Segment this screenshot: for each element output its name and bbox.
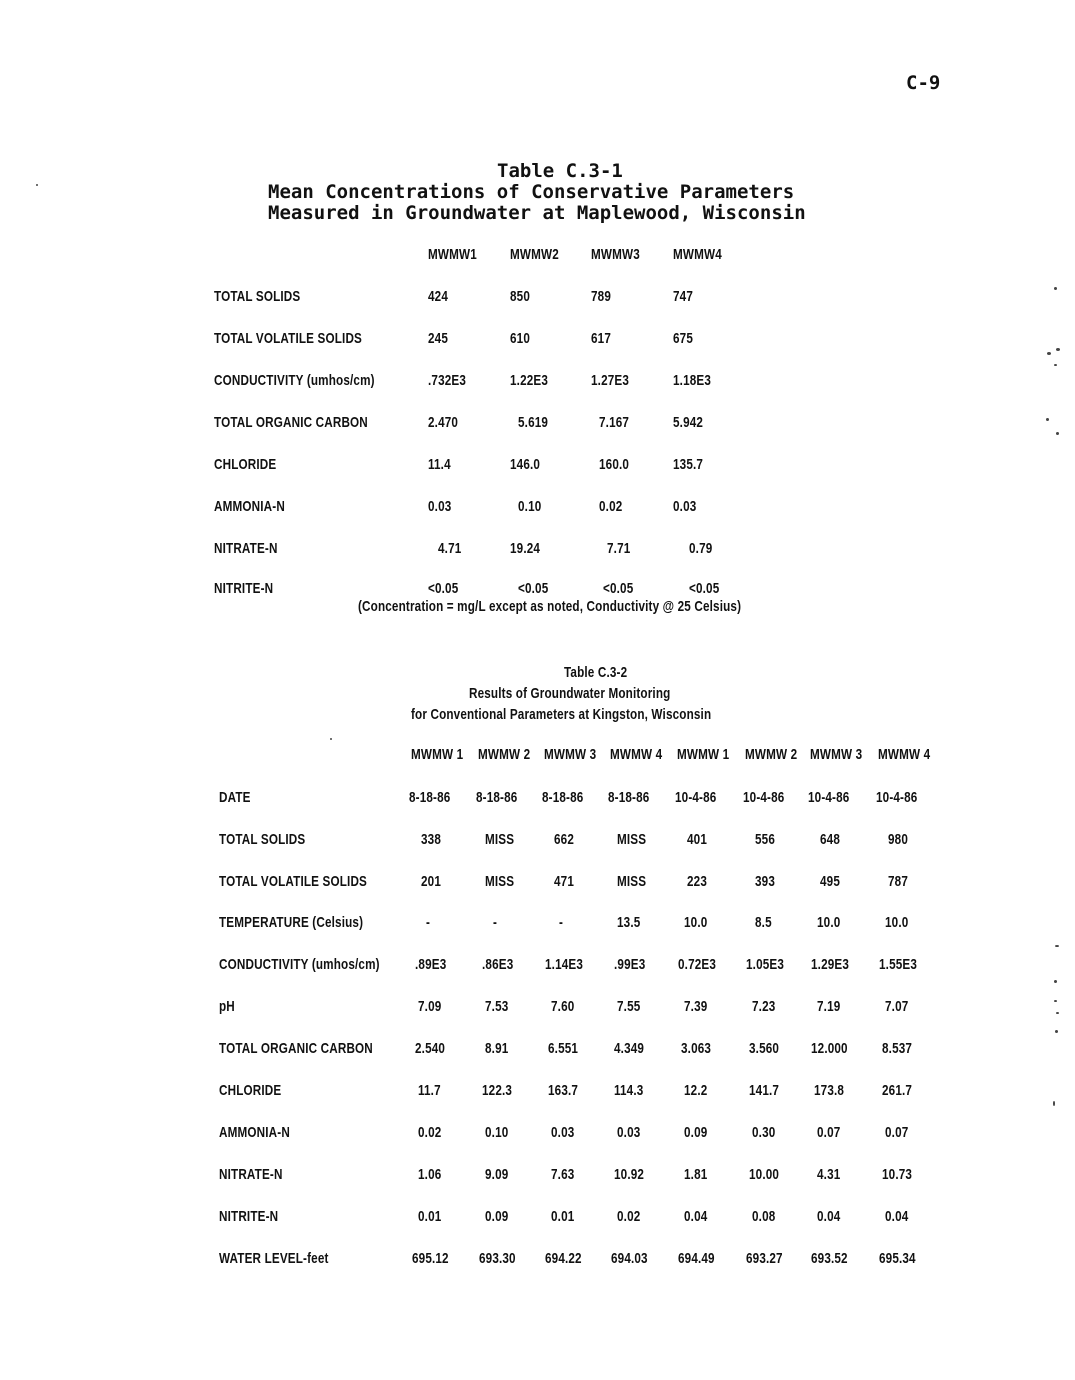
table2-column-header: MWMW 1 [677,746,730,763]
table1-cell: 1.22E3 [510,372,549,389]
table2-cell: .89E3 [415,956,447,973]
table2-cell: 0.09 [485,1208,509,1225]
table2-cell: 0.02 [617,1208,641,1225]
table2-cell: 8.5 [755,914,772,931]
table1-subtitle-1: Mean Concentrations of Conservative Parameters [268,181,795,203]
table2-cell: - [559,914,564,931]
table2-title: Table C.3-2 [564,664,628,681]
table2-cell: 1.29E3 [811,956,850,973]
table2-cell: 201 [421,873,441,890]
table1-row-label: CONDUCTIVITY (umhos/cm) [214,372,375,389]
table2-cell: 163.7 [548,1082,579,1099]
table2-cell: 3.063 [681,1040,712,1057]
table1-cell: 2.470 [428,414,459,431]
table2-cell: 0.07 [885,1124,909,1141]
table1-cell: 850 [510,288,530,305]
table1-cell: 747 [673,288,693,305]
table2-cell: 8-18-86 [476,789,518,806]
table2-cell: 0.07 [817,1124,841,1141]
table2-cell: 7.09 [418,998,442,1015]
table1-cell: 19.24 [510,540,541,557]
table2-row-label: TOTAL VOLATILE SOLIDS [219,873,368,890]
table2-cell: 4.349 [614,1040,645,1057]
table2-cell: 401 [687,831,707,848]
table2-row-label: TOTAL SOLIDS [219,831,306,848]
table1-cell: 11.4 [428,456,451,473]
table2-cell: MISS [617,873,647,890]
table2-cell: 662 [554,831,574,848]
table2-row-label: CONDUCTIVITY (umhos/cm) [219,956,380,973]
table1-cell: 245 [428,330,448,347]
table2-cell: 10.0 [817,914,841,931]
table1-column-header: MWMW2 [510,246,559,263]
table2-cell: 556 [755,831,775,848]
table2-cell: 393 [755,873,775,890]
table1-cell: 0.79 [689,540,713,557]
table2-column-header: MWMW 4 [878,746,931,763]
table2-row-label: TOTAL ORGANIC CARBON [219,1040,373,1057]
table2-cell: 122.3 [482,1082,513,1099]
table1-cell: 617 [591,330,611,347]
table1-row-label: TOTAL SOLIDS [214,288,301,305]
scan-speck [36,184,38,186]
table2-cell: 0.10 [485,1124,509,1141]
table2-cell: 4.31 [817,1166,841,1183]
table2-cell: 10.73 [882,1166,913,1183]
table2-cell: 10.0 [684,914,708,931]
table1-cell: .732E3 [428,372,467,389]
table2-cell: 694.22 [545,1250,582,1267]
table2-cell: 0.03 [617,1124,641,1141]
table2-cell: 9.09 [485,1166,509,1183]
table1-column-header: MWMW1 [428,246,477,263]
table2-cell: 0.01 [551,1208,575,1225]
table2-cell: MISS [617,831,647,848]
table1-row-label: AMMONIA-N [214,498,285,515]
table2-column-header: MWMW 4 [610,746,663,763]
table2-cell: 10.92 [614,1166,645,1183]
scan-speck [1056,432,1059,435]
table2-cell: 1.55E3 [879,956,918,973]
table2-cell: - [426,914,431,931]
table2-cell: 10-4-86 [743,789,785,806]
table2-cell: 10-4-86 [876,789,918,806]
table2-cell: 338 [421,831,441,848]
table1-subtitle-2: Measured in Groundwater at Maplewood, Wisconsin [268,202,806,224]
table1-row-label: TOTAL VOLATILE SOLIDS [214,330,363,347]
table2-cell: 114.3 [614,1082,644,1099]
table1-cell: 1.27E3 [591,372,630,389]
table2-column-header: MWMW 1 [411,746,464,763]
scan-speck [1047,352,1051,355]
table1-cell: 789 [591,288,611,305]
table2-cell: 173.8 [814,1082,845,1099]
table1-cell: 0.03 [428,498,452,515]
table2-cell: 7.55 [617,998,641,1015]
scan-speck [1054,287,1057,290]
table2-cell: 261.7 [882,1082,913,1099]
table2-cell: 10.0 [885,914,909,931]
table2-cell: 8-18-86 [608,789,650,806]
table2-subtitle-2: for Conventional Parameters at Kingston, Wisconsin [411,706,712,723]
table2-column-header: MWMW 2 [478,746,531,763]
table2-cell: 0.04 [684,1208,708,1225]
table1-row-label: NITRATE-N [214,540,278,557]
table2-cell: MISS [485,873,515,890]
table2-cell: 694.49 [678,1250,715,1267]
table2-cell: 3.560 [749,1040,780,1057]
table2-cell: 141.7 [749,1082,780,1099]
scan-speck [1055,945,1059,947]
table2-cell: 8.91 [485,1040,509,1057]
table1-cell: <0.05 [428,580,459,597]
table2-cell: .99E3 [614,956,646,973]
table2-cell: 1.14E3 [545,956,584,973]
table1-cell: 1.18E3 [673,372,712,389]
page-number: C-9 [906,72,941,94]
table1-cell: <0.05 [603,580,634,597]
table2-cell: 495 [820,873,840,890]
table1-cell: 0.03 [673,498,697,515]
table1-row-label: NITRITE-N [214,580,274,597]
table2-cell: 980 [888,831,908,848]
table2-cell: 8-18-86 [409,789,451,806]
table2-cell: .86E3 [482,956,514,973]
table2-cell: 694.03 [611,1250,648,1267]
table2-row-label: WATER LEVEL-feet [219,1250,329,1267]
scan-speck [1054,980,1057,983]
scan-speck [1054,364,1057,366]
table2-column-header: MWMW 3 [544,746,597,763]
table2-cell: 7.23 [752,998,776,1015]
table2-subtitle-1: Results of Groundwater Monitoring [469,685,671,702]
table1-cell: 135.7 [673,456,704,473]
table2-cell: 0.72E3 [678,956,717,973]
scan-speck [1055,1030,1058,1033]
table1-cell: 7.71 [607,540,631,557]
table1-column-header: MWMW3 [591,246,640,263]
table2-cell: 0.01 [418,1208,442,1225]
table1-footnote: (Concentration = mg/L except as noted, Conductivity @ 25 Celsius) [358,598,742,615]
table1-cell: 424 [428,288,448,305]
scan-speck [330,738,332,740]
table2-cell: MISS [485,831,515,848]
table2-cell: 7.60 [551,998,575,1015]
table2-cell: 0.30 [752,1124,776,1141]
table2-cell: 0.08 [752,1208,776,1225]
table2-row-label: AMMONIA-N [219,1124,290,1141]
table1-cell: 7.167 [599,414,630,431]
table2-row-label: TEMPERATURE (Celsius) [219,914,364,931]
table2-cell: 10.00 [749,1166,780,1183]
table2-row-label: CHLORIDE [219,1082,282,1099]
table1-cell: 5.942 [673,414,704,431]
table2-cell: 7.39 [684,998,708,1015]
table1-cell: 4.71 [438,540,462,557]
table2-column-header: MWMW 3 [810,746,863,763]
table1-cell: 0.10 [518,498,542,515]
table2-cell: 8-18-86 [542,789,584,806]
table2-cell: 6.551 [548,1040,579,1057]
table2-cell: 12.2 [684,1082,708,1099]
table2-cell: 0.04 [885,1208,909,1225]
table1-cell: <0.05 [518,580,549,597]
table1-cell: 146.0 [510,456,541,473]
table2-cell: 787 [888,873,908,890]
table2-cell: 7.19 [817,998,841,1015]
table2-cell: 7.07 [885,998,909,1015]
table2-cell: 2.540 [415,1040,446,1057]
table1-row-label: CHLORIDE [214,456,277,473]
table1-column-header: MWMW4 [673,246,722,263]
table2-cell: 648 [820,831,840,848]
table2-cell: 10-4-86 [808,789,850,806]
table2-cell: 1.05E3 [746,956,785,973]
table2-cell: 0.03 [551,1124,575,1141]
table2-row-label: NITRATE-N [219,1166,283,1183]
scan-speck [1054,1000,1057,1002]
table1-cell: 0.02 [599,498,623,515]
table2-cell: - [493,914,498,931]
table2-cell: 0.02 [418,1124,442,1141]
table2-cell: 693.30 [479,1250,516,1267]
table2-cell: 695.12 [412,1250,449,1267]
table1-title: Table C.3-1 [497,160,623,182]
table2-row-label: DATE [219,789,251,806]
table2-cell: 471 [554,873,574,890]
table2-cell: 223 [687,873,707,890]
table2-cell: 12.000 [811,1040,848,1057]
scan-speck [1056,1012,1059,1014]
table2-cell: 693.52 [811,1250,848,1267]
table1-cell: 160.0 [599,456,630,473]
table2-cell: 0.09 [684,1124,708,1141]
table2-row-label: NITRITE-N [219,1208,279,1225]
table1-row-label: TOTAL ORGANIC CARBON [214,414,368,431]
scan-speck [1046,418,1049,421]
table2-cell: 0.04 [817,1208,841,1225]
table2-row-label: pH [219,998,235,1015]
table2-cell: 695.34 [879,1250,916,1267]
table2-cell: 7.63 [551,1166,575,1183]
table1-cell: 610 [510,330,530,347]
table2-cell: 8.537 [882,1040,913,1057]
table1-cell: 675 [673,330,693,347]
table2-cell: 7.53 [485,998,509,1015]
table1-cell: 5.619 [518,414,549,431]
scan-speck [1053,1101,1055,1106]
table2-column-header: MWMW 2 [745,746,798,763]
table2-cell: 1.06 [418,1166,442,1183]
table2-cell: 11.7 [418,1082,441,1099]
table2-cell: 13.5 [617,914,641,931]
table2-cell: 10-4-86 [675,789,717,806]
table2-cell: 693.27 [746,1250,783,1267]
table2-cell: 1.81 [684,1166,708,1183]
scan-speck [1056,348,1060,351]
table1-cell: <0.05 [689,580,720,597]
